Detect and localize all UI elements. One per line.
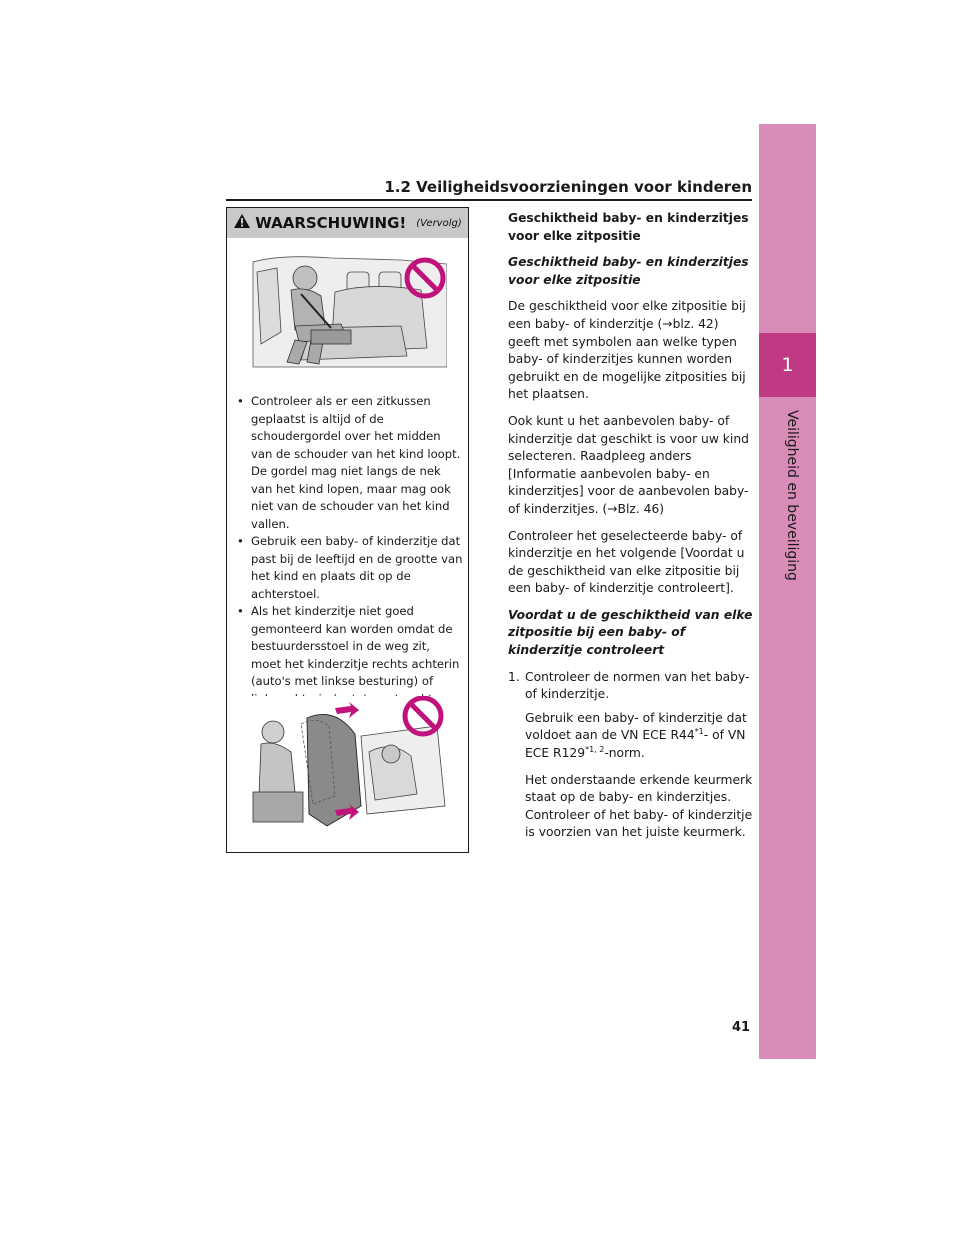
section-header: 1.2 Veiligheidsvoorzieningen voor kinderen [384, 178, 752, 196]
section-heading: Geschiktheid baby- en kinderzitjes voor elke zitpositie [508, 211, 749, 243]
warning-box [226, 207, 469, 853]
step-paragraph: Het onderstaande erkende keurmerk staat op de baby- en kinderzitjes. Controleer of het baby- of kinderzitje is voorzien van het juiste keurmerk. [525, 772, 753, 840]
header-rule [226, 199, 752, 201]
step-paragraph [508, 710, 754, 763]
step-paragraph-text: -norm. [604, 746, 645, 761]
warning-bullet: • Als het kinderzitje niet goed gemonteerd kan worden omdat de bestuurdersstoel in de weg zit, moet het kinderzitje rechts achterin (auto's met linkse besturing) of [235, 603, 463, 743]
booster-seat-illustration [251, 252, 447, 372]
warning-bullet: • Gebruik een baby- of kinderzitje dat past bij de leeftijd en de grootte van het kind en plaats dit op de achterstoel. [235, 533, 463, 603]
step-text: Controleer de normen van het baby- of kinderzitje. [525, 669, 750, 702]
warning-header [227, 208, 468, 238]
warning-bullet-list [235, 393, 463, 743]
warning-continued: (Vervolg) [416, 217, 462, 229]
footnote-ref: *1 [694, 727, 704, 737]
paragraph: Ook kunt u het aanbevolen baby- of kinderzitje dat geschikt is voor uw kind selecteren. Raadpleeg anders [Informatie aanbevolen baby- en kinderzitjes] voor de aanbevolen baby- of kinderzitjes. (→Blz. 46) [508, 413, 749, 516]
subheading: Geschiktheid baby- en kinderzitjes voor elke zitpositie [508, 255, 749, 287]
subheading: Voordat u de geschiktheid van elke zitpositie bij een baby- of kinderzitje controleert [508, 607, 753, 658]
footnote-ref: *1, 2 [585, 744, 605, 754]
paragraph: De geschiktheid voor elke zitpositie bij een baby- of kinderzitje (→blz. 42) geeft met symbolen aan welke typen baby- of kinderzitjes kunnen worden gebruikt en de mogelijke zitposities bij het plaatsen. [508, 299, 746, 402]
numbered-step [508, 669, 754, 704]
chapter-title: Veiligheid en beveiliging [784, 410, 800, 581]
step-paragraph-text: - of VN ECE R129 [525, 728, 746, 761]
driver-seat-obstruction-illustration [251, 696, 447, 830]
chapter-number: 1 [759, 333, 816, 397]
step-paragraph-text: Gebruik een baby- of kinderzitje dat voldoet aan de VN ECE R44 [525, 710, 747, 743]
paragraph: Controleer het geselecteerde baby- of kinderzitje en het volgende [Voordat u de geschiktheid van elke zitpositie bij een baby- of kinderzitje controleert]. [508, 528, 745, 596]
warning-title: WAARSCHUWING! [255, 214, 407, 232]
warning-bullet: • Controleer als er een zitkussen geplaatst is altijd of de schoudergordel over het midden van de schouder van het kind loopt. De gordel mag niet langs de nek van het kind lopen, maar mag ook niet van de schouder van het kind vallen. [235, 393, 463, 533]
warning-triangle-icon [233, 213, 251, 233]
page-number: 41 [732, 1020, 751, 1035]
main-column [508, 210, 754, 851]
step-number: 1. [508, 669, 520, 684]
